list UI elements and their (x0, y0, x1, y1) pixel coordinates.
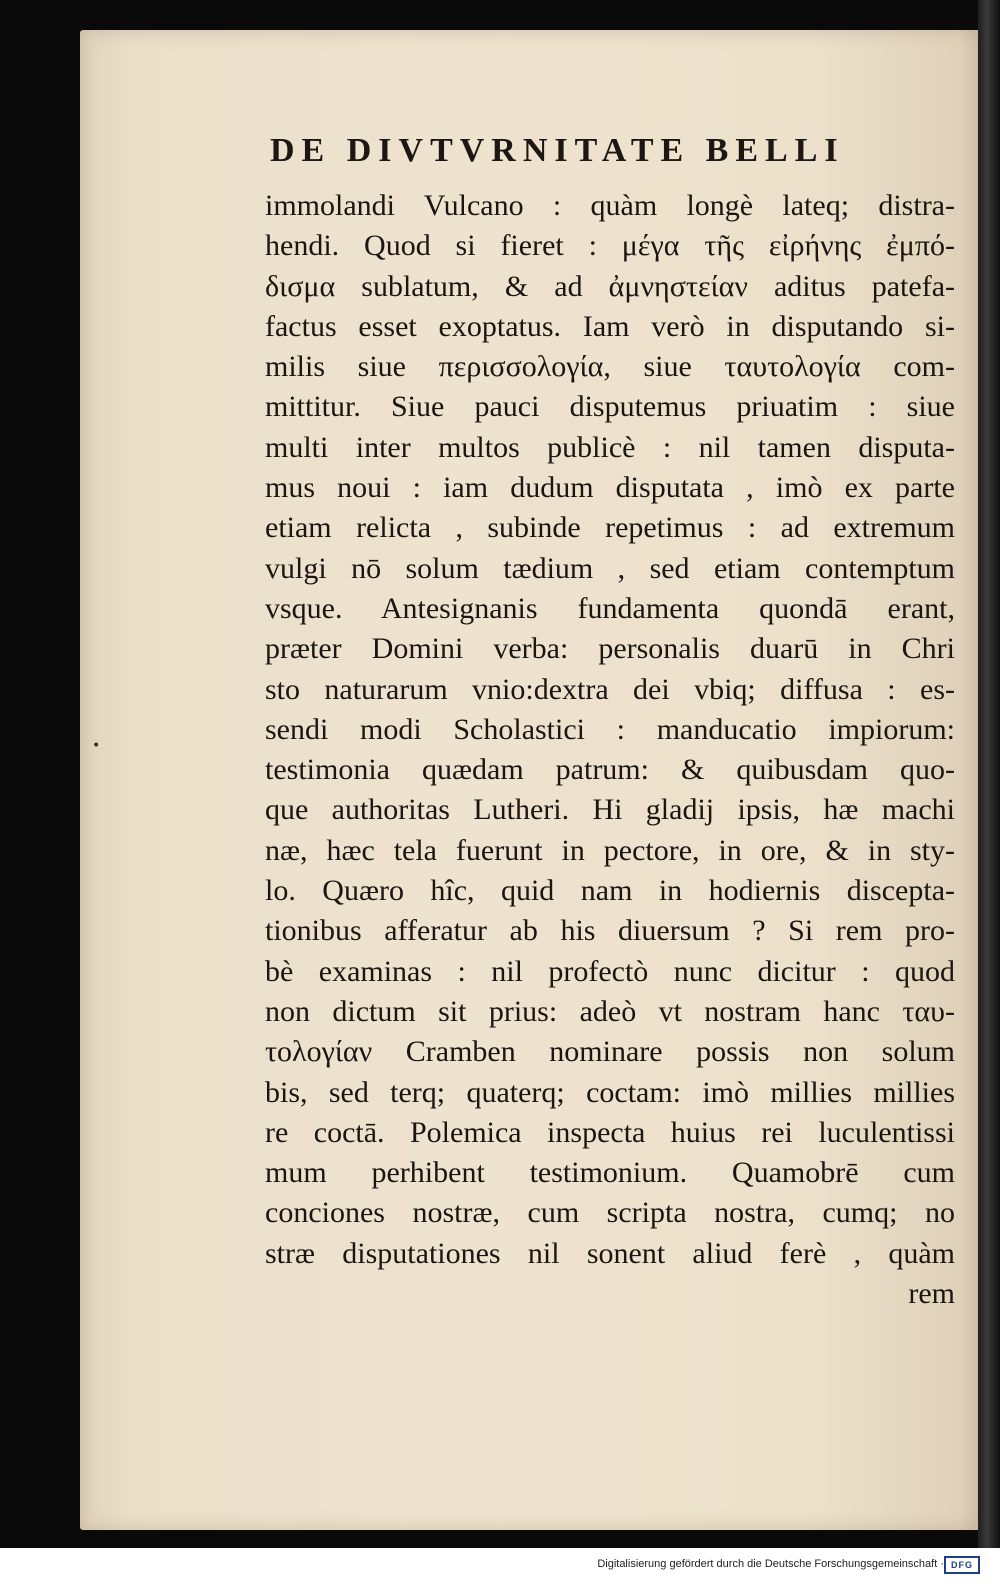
text-line-5: milis siue περισσολογία, siue ταυτολογία com- (265, 350, 955, 384)
text-line-10: vulgi nō solum tædium , sed etiam contemptum (265, 551, 955, 585)
running-head: DE DIVTVRNITATE BELLI (270, 132, 845, 169)
dfg-logo-icon: DFG (944, 1556, 980, 1574)
text-line-27: stræ disputationes nil sonent aliud ferè , quàm (265, 1236, 955, 1270)
text-line-21: non dictum sit prius: adeò vt nostram hanc ταυ- (265, 994, 955, 1028)
text-line-22: τολογίαν Cramben nominare possis non solum (265, 1035, 955, 1069)
text-line-12: præter Domini verba: personalis duarū in Chri (265, 632, 955, 666)
text-line-15: testimonia quædam patrum: & quibusdam quo- (265, 753, 955, 787)
text-line-20: bè examinas : nil profectò nunc dicitur : quod (265, 954, 955, 988)
text-line-16: que authoritas Lutheri. Hi gladij ipsis, hæ machi (265, 793, 955, 827)
funding-credit: Digitalisierung gefördert durch die Deutsche Forschungsgemeinschaft · (597, 1558, 944, 1570)
text-line-25: mum perhibent testimonium. Quamobrē cum (265, 1156, 955, 1190)
text-line-3: δισμα sublatum, & ad ἀμνηστείαν aditus patefa- (265, 269, 955, 303)
text-line-23: bis, sed terq; quaterq; coctam: imò millies millies (265, 1075, 955, 1109)
page-edge-shadow (978, 0, 1000, 1548)
text-line-19: tionibus afferatur ab his diuersum ? Si rem pro- (265, 914, 955, 948)
text-line-1: immolandi Vulcano : quàm longè lateq; distra- (265, 189, 955, 222)
text-line-17: næ, hæc tela fuerunt in pectore, in ore, & in sty- (265, 833, 955, 867)
text-line-13: sto naturarum vnio:dextra dei vbiq; diffusa : es- (265, 672, 955, 706)
text-line-24: re coctā. Polemica inspecta huius rei luculentissi (265, 1115, 955, 1149)
text-line-11: vsque. Antesignanis fundamenta quondā erant, (265, 591, 955, 625)
digitization-footer (0, 1548, 1000, 1590)
page-body (265, 186, 955, 1314)
text-line-14: sendi modi Scholastici : manducatio impiorum: (265, 712, 955, 746)
text-line-9: etiam relicta , subinde repetimus : ad extremum (265, 511, 955, 545)
text-line-4: factus esset exoptatus. Iam verò in disputando si- (265, 309, 955, 343)
text-line-7: multi inter multos publicè : nil tamen disputa- (265, 430, 955, 464)
text-line-6: mittitur. Siue pauci disputemus priuatim : siue (265, 390, 955, 424)
text-line-2: hendi. Quod si fieret : μέγα τῆς εἰρήνης ἐμπό- (265, 229, 955, 263)
catchword: rem (908, 1277, 955, 1311)
text-line-18: lo. Quæro hîc, quid nam in hodiernis discepta- (265, 874, 955, 908)
text-line-8: mus noui : iam dudum disputata , imò ex parte (265, 471, 955, 505)
text-line-26: conciones nostræ, cum scripta nostra, cumq; no (265, 1196, 955, 1230)
margin-ink-speck: • (92, 738, 101, 754)
